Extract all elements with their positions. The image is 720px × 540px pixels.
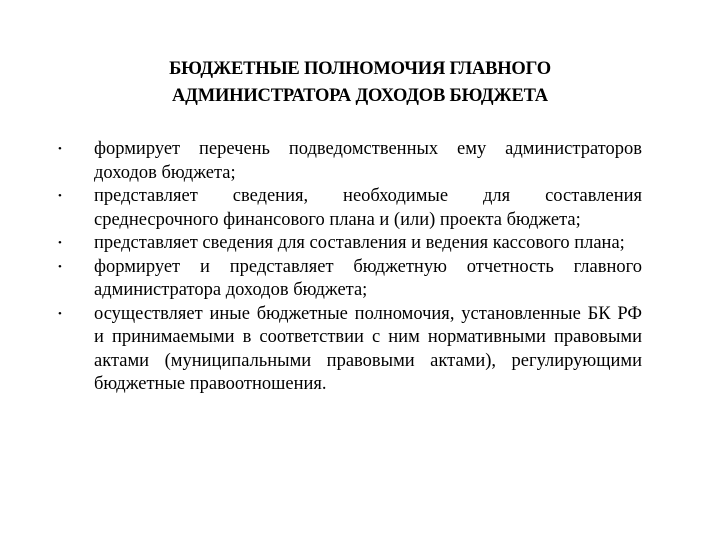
bullet-item-2 xyxy=(58,185,642,232)
bullet-item-4 xyxy=(58,256,642,303)
bullet-text: представляет сведения для составления и ведения кассового плана; xyxy=(94,233,625,253)
bullet-dot-icon: • xyxy=(58,307,62,320)
bullet-list xyxy=(58,138,642,397)
slide-title-line-1: БЮДЖЕТНЫЕ ПОЛНОМОЧИЯ ГЛАВНОГО xyxy=(169,59,551,79)
bullet-dot-icon: • xyxy=(58,190,62,202)
bullet-item-5 xyxy=(58,303,642,397)
bullet-dot-icon: • xyxy=(58,260,62,273)
bullet-item-3 xyxy=(58,232,642,256)
bullet-text: представляет сведения, необходимые для составления среднесрочного финансового плана и (или) проекта бюджета; xyxy=(94,186,642,230)
slide-title-line-2: АДМИНИСТРАТОРА ДОХОДОВ БЮДЖЕТА xyxy=(172,86,548,106)
bullet-item-1 xyxy=(58,138,642,185)
bullet-dot-icon: • xyxy=(58,143,62,155)
bullet-text: формирует и представляет бюджетную отчетность главного администратора доходов бюджета; xyxy=(94,256,642,300)
slide-title xyxy=(60,56,660,110)
bullet-text: формирует перечень подведомственных ему администраторов доходов бюджета; xyxy=(94,139,642,183)
bullet-text: осуществляет иные бюджетные полномочия, установленные БК РФ и принимаемыми в соответствии с ним нормативными правовыми актами (муниципальными правовыми актами), регулирующими бюджетные правоотношения. xyxy=(94,303,642,394)
bullet-dot-icon: • xyxy=(58,237,62,249)
